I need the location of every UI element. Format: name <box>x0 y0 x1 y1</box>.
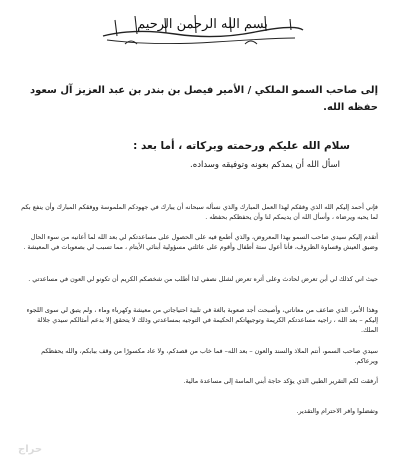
paragraph-hardship: وهذا الأمر، الذي ضاعف من معاناتي، وأصبحت أجد صعوبة بالغة في تلبية احتياجاتي من معيشة وكهرباء وماء ، ولم يتبق لي سوى اللجوء إليكم – بعد الله ، راجيه مساعدتكم الكريمة وتوجيهاتكم الحكيمة في التوجيه بمساعدتي وذلك لا يتحقق إلا بدعم أمثالكم سيدي جلالة الملك. <box>26 306 378 334</box>
basmala-calligraphy <box>95 6 310 50</box>
watermark-logo <box>8 443 68 459</box>
watermark-text: حراج <box>18 444 43 455</box>
paragraph-request: أتقدم إليكم سيدي صاحب السمو بهذا المعروض، والذي أطمع فيه على الحصول على مساعدتكم لي بعد الله لما أعانيه من سوء الحال وضيق العيش وقساوة الظروف، فأنا أعول ستة أطفال وأقوم على عائلتي مسؤولية أبنائي الأيتام ، مما تسبب لي بصعوبات في المعيشة . <box>23 233 378 251</box>
basmala-text: بسم الله الرحمن الرحيم <box>137 17 268 32</box>
prayer-line: اسأل الله أن يمدكم بعونه وتوفيقه وسداده. <box>190 160 340 170</box>
greeting: سلام الله عليكم ورحمته وبركاته ، أما بعد : <box>133 140 350 152</box>
paragraph-praise: فإني أحمد إليكم الله الذي وفقكم لهذا العمل المبارك والذي نسأله سبحانه أن يبارك في جهودكم الملموسة ووفقكم المبارك وأن ينفع بكم لما يحبه ويرضاه ، وأسأل الله أن يديمكم لنا وأن يحفظكم بحفظه . <box>21 203 378 221</box>
addressee-line: إلى صاحب السمو الملكي / الأمير فيصل بن بندر بن عبد العزيز آل سعود <box>29 85 378 96</box>
paragraph-son-accident: حيث اني كذلك لي أبن تعرض لحادث وعلى أثره تعرض لشلل نصفي لذا أطلب من شخصكم الكريم أن تكونو لي العون في مساعدتي . <box>28 275 378 283</box>
paragraph-appeal: سيدي صاحب السمو، أنتم الملاذ والسند والعون – بعد الله– فما خاب من قصدكم، ولا عاد مكسورًا من وقف ببابكم، والله يحفظكم ويرعاكم. <box>41 347 378 365</box>
addressee-honorific: حفظه الله. <box>323 102 378 113</box>
addressee-block <box>18 82 378 116</box>
paragraph-closing: وتفضلوا وافر الاحترام والتقدير. <box>296 407 378 415</box>
paragraph-attachment: أرفقت لكم التقرير الطبي الذي يؤكد حاجة أبني الماسة إلى مساعدة مالية. <box>183 377 378 385</box>
